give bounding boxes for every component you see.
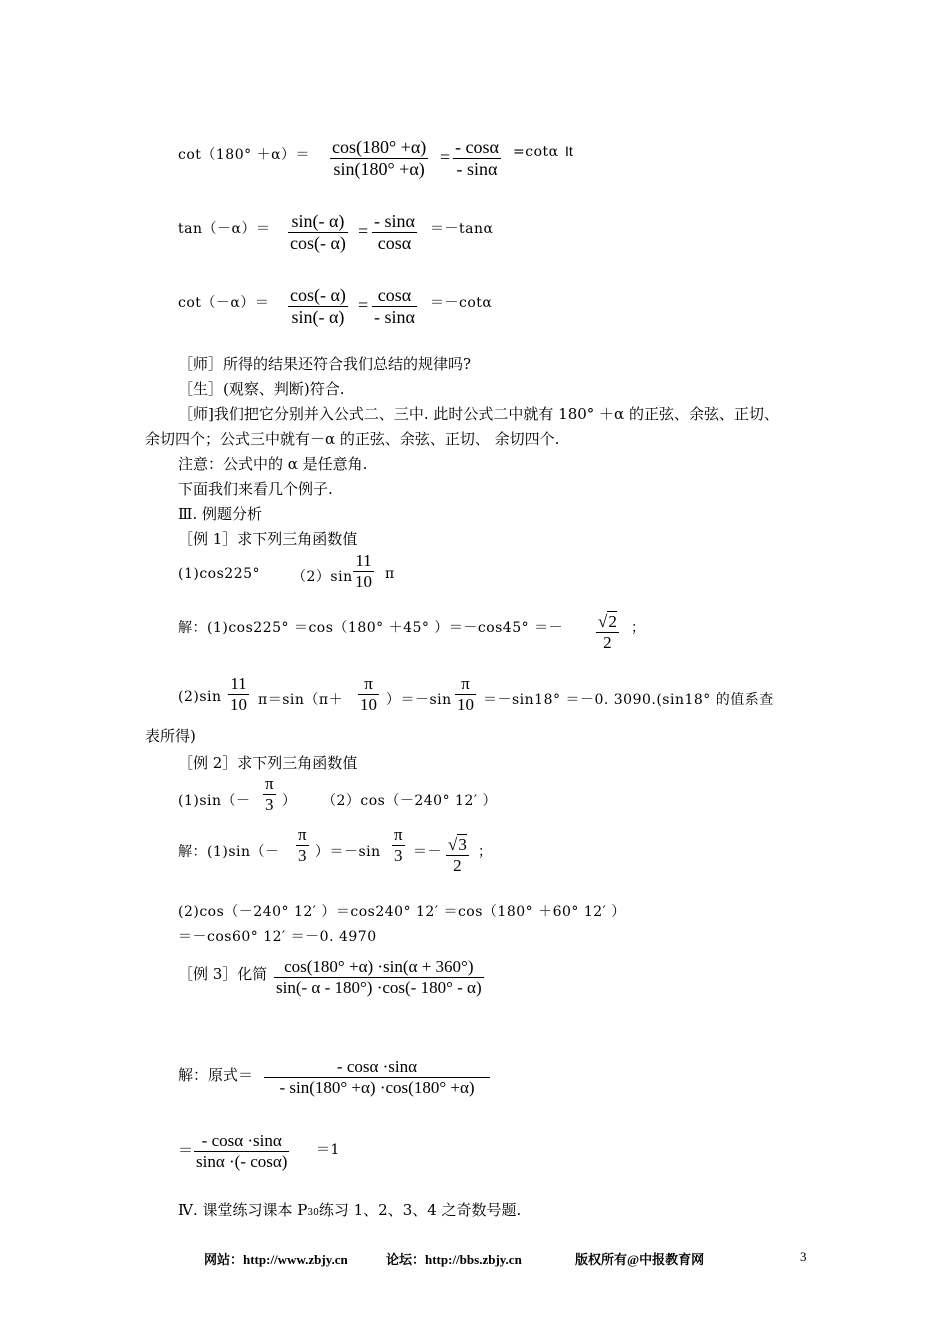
tan-neg-lhs: tan（－α）＝ (178, 221, 271, 237)
semicolon: ； (478, 844, 493, 860)
example-1-title: ［例 1］求下列三角函数值 (178, 530, 358, 548)
denominator: 2 (603, 633, 612, 652)
paragraph-student-answer: ［生］(观察、判断)符合. (178, 380, 345, 398)
paragraph-intro-examples: 下面我们来看几个例子. (178, 480, 333, 498)
footer-site-link[interactable]: 网站：http://www.zbjy.cn (204, 1252, 348, 1267)
equals-sign: ＝ (178, 1141, 194, 1159)
section-heading-examples: Ⅲ. 例题分析 (178, 505, 263, 523)
example-1-solution-2-start: (2)sin (178, 689, 222, 705)
sqrt3-over-2-fraction (446, 835, 469, 876)
page-number: 3 (800, 1249, 807, 1264)
paragraph-teacher-merge-cont: 余切四个；公式三中就有－α 的正弦、余弦、正切、 余切四个. (145, 430, 560, 448)
pi-symbol: π (385, 566, 395, 582)
denominator: - sinα (374, 307, 415, 327)
numerator: π (298, 825, 307, 844)
example-3-result: ＝1 (316, 1142, 340, 1158)
example-2-solution-2: (2)cos（－240° 12′ ）＝cos240° 12′ ＝cos（180° ＋60° 12′ ） (178, 904, 626, 920)
numerator: - cosα (455, 137, 499, 157)
example-2-solution-1-eq: ＝－ (413, 844, 442, 860)
example-1-solution-2-cont: 表所得) (145, 727, 196, 745)
paragraph-teacher-question: ［师］所得的结果还符合我们总结的规律吗? (178, 355, 472, 373)
example-1-solution-1: 解：(1)cos225° ＝cos（180° ＋45° ）＝－cos45° ＝－ (178, 620, 564, 636)
example-2-solution-1-start: 解：(1)sin（－ (178, 844, 280, 860)
numerator: cos(- α) (290, 285, 346, 305)
denominator: sinα ·(- cosα) (196, 1152, 288, 1171)
sqrt-radicand: 3 (458, 835, 467, 854)
numerator: π (265, 774, 274, 793)
stray-mark: It (565, 143, 573, 159)
numerator: - cosα ·sinα (201, 1131, 282, 1150)
equals-sign: = (440, 147, 451, 167)
cot-sum-lhs: cot（180° ＋α）＝ (178, 147, 311, 163)
denominator: 10 (355, 572, 372, 591)
example-3-solution-label: 解：原式＝ (178, 1066, 254, 1084)
numerator: cos(180° +α) (332, 137, 427, 157)
cot-neg-fraction-1 (288, 285, 348, 328)
page-subscript: 30 (307, 1208, 319, 1218)
practice-text-end: 练习 1、2、3、4 之奇数号题. (318, 1201, 522, 1219)
example-1-solution-2-mid: π＝sin（π＋ (258, 692, 344, 708)
numerator: 11 (230, 674, 247, 693)
denominator: 3 (265, 795, 274, 814)
denominator: - sin(180° +α) ·cos(180° +α) (279, 1078, 475, 1097)
practice-text-start: Ⅳ. 课堂练习课本 P (178, 1201, 308, 1219)
sqrt2-over-2-fraction (596, 612, 619, 653)
pi-over-three-fraction-2 (296, 825, 309, 866)
example-3-title: ［例 3］化简 (178, 965, 268, 983)
example-3-solution-fraction (264, 1057, 490, 1098)
denominator: 10 (360, 695, 377, 714)
denominator: 10 (457, 695, 474, 714)
denominator: sin(- α - 180°) ·cos(- 180° - α) (276, 978, 482, 997)
denominator: cos(- α) (290, 233, 346, 253)
semicolon: ； (631, 620, 646, 636)
equals-sign: = (358, 295, 369, 315)
numerator: - cosα ·sinα (336, 1057, 418, 1076)
section-heading-practice (178, 1199, 521, 1220)
example-1-q2: （2）sin (292, 569, 353, 585)
denominator: sin(180° +α) (333, 159, 425, 179)
cot-neg-result: ＝－cotα (430, 295, 493, 311)
example-1-q1: (1)cos225° (178, 566, 261, 582)
numerator: cos(180° +α) ·sin(α + 360°) (284, 957, 474, 976)
example-2-q1-start: (1)sin（－ (178, 793, 251, 809)
pi-over-three-fraction (263, 774, 276, 815)
example-1-solution-2-end: ＝－sin18° ＝－0. 3090.(sin18° 的值系查 (483, 692, 774, 708)
example-1-q2-fraction (353, 551, 374, 592)
example-3-expression (274, 957, 484, 998)
denominator: - sinα (456, 159, 498, 179)
numerator: π (461, 674, 470, 693)
tan-neg-result: ＝－tanα (430, 221, 494, 237)
example-2-q1-end: ） (282, 793, 297, 809)
eleven-tenths-fraction (228, 674, 249, 715)
numerator: π (364, 674, 373, 693)
footer-copyright: 版权所有@中报教育网 (575, 1252, 705, 1267)
example-2-q2: （2）cos（－240° 12′ ） (322, 793, 497, 809)
example-2-solution-1-mid: ）＝－sin (315, 844, 381, 860)
numerator: sin(- α) (291, 211, 345, 231)
denominator: 10 (230, 695, 247, 714)
cot-sum-fraction-2 (453, 137, 501, 180)
cot-sum-result: =cotα (513, 144, 559, 160)
cot-neg-lhs: cot（－α）＝ (178, 295, 270, 311)
numerator: - sinα (374, 211, 415, 231)
denominator: 2 (453, 856, 462, 875)
example-1-solution-2-mid2: ）＝－sin (386, 692, 452, 708)
denominator: sin(- α) (291, 307, 345, 327)
numerator: 11 (355, 551, 372, 570)
tan-neg-fraction-2 (372, 211, 417, 254)
example-2-solution-2-cont: ＝－cos60° 12′ ＝－0. 4970 (178, 929, 377, 945)
footer-forum-link[interactable]: 论坛：http://bbs.zbjy.cn (386, 1252, 522, 1267)
pi-over-ten-fraction-2 (455, 674, 476, 715)
tan-neg-fraction-1 (288, 211, 348, 254)
numerator: cosα (377, 285, 412, 305)
example-2-title: ［例 2］求下列三角函数值 (178, 754, 358, 772)
equals-sign: = (358, 221, 369, 241)
paragraph-teacher-merge: ［师]我们把它分别并入公式二、三中. 此时公式二中就有 180° ＋α 的正弦、余弦、正切、 (178, 405, 779, 423)
numerator: √3 (448, 835, 467, 854)
pi-over-ten-fraction (358, 674, 379, 715)
numerator: √2 (598, 612, 617, 631)
numerator: π (394, 825, 403, 844)
sqrt-radicand: 2 (608, 612, 617, 631)
cot-sum-fraction-1 (330, 137, 428, 180)
pi-over-three-fraction-3 (392, 825, 405, 866)
denominator: cosα (377, 233, 412, 253)
denominator: 3 (394, 846, 403, 865)
denominator: 3 (298, 846, 307, 865)
cot-neg-fraction-2 (372, 285, 417, 328)
paragraph-note: 注意：公式中的 α 是任意角. (178, 455, 368, 473)
example-3-simplified-fraction (194, 1131, 289, 1172)
